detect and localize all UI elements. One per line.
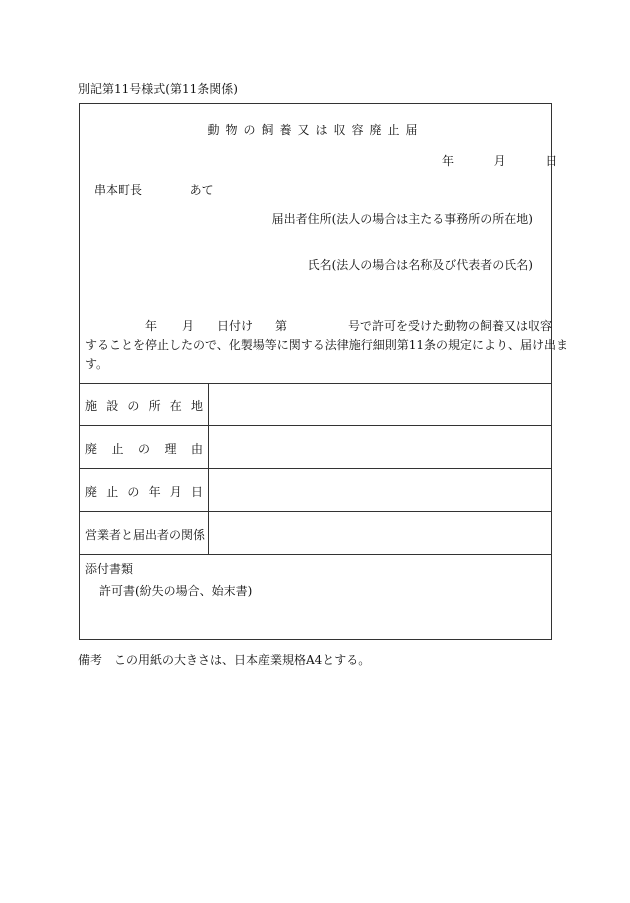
row-label-char: 施: [85, 399, 98, 413]
date-day: 日: [545, 154, 558, 168]
addressee-suffix: あて: [189, 183, 214, 197]
date-month: 月: [493, 154, 506, 168]
addressee-name: 串本町長: [94, 183, 143, 197]
date-row: [442, 152, 557, 169]
row-label-relationship: 営業者と届出者の関係: [85, 528, 206, 542]
row-label-abolition-date: [85, 483, 203, 500]
remarks-note: 備考 この用紙の大きさは、日本産業規格A4とする。: [78, 653, 371, 667]
row-label-char: 年: [148, 485, 161, 499]
body-line-2: することを停止したので、化製場等に関する法律施行細則第11条の規定により、届け出ま: [85, 338, 569, 352]
divider: [80, 468, 551, 469]
row-label-char: 日: [190, 485, 203, 499]
row-label-char: の: [127, 485, 140, 499]
row-label-char: の: [127, 399, 140, 413]
attachment-item: 許可書(紛失の場合、始末書): [99, 584, 253, 598]
attachments-title: 添付書類: [85, 562, 134, 576]
row-label-char: 理: [164, 442, 177, 456]
body-line1-tail: 号で許可を受けた動物の飼養又は収容: [348, 319, 553, 333]
divider: [80, 383, 551, 384]
row-label-facility-location: [85, 397, 203, 414]
date-year: 年: [442, 154, 455, 168]
row-label-char: 止: [111, 442, 124, 456]
row-label-char: 由: [190, 442, 203, 456]
form-number-label: 別記第11号様式(第11条関係): [78, 82, 238, 96]
row-label-char: 止: [106, 485, 119, 499]
row-label-char: 月: [169, 485, 182, 499]
body-month: 月: [182, 319, 195, 333]
body-line-3: す。: [85, 357, 109, 371]
row-label-char: 地: [190, 399, 203, 413]
row-label-char: 廃: [85, 442, 98, 456]
body-number-prefix: 第: [275, 319, 288, 333]
body-day-suffix: 日付け: [217, 319, 254, 333]
row-label-abolition-reason: [85, 440, 203, 457]
addressee: [94, 181, 214, 198]
row-label-char: 設: [106, 399, 119, 413]
divider: [80, 425, 551, 426]
applicant-address-label: 届出者住所(法人の場合は主たる事務所の所在地): [271, 212, 533, 226]
column-divider: [208, 383, 209, 554]
body-line-1: [94, 317, 554, 333]
row-label-char: 在: [169, 399, 182, 413]
divider: [80, 554, 551, 555]
body-year: 年: [145, 319, 158, 333]
row-label-char: の: [137, 442, 150, 456]
form-title: 動物の飼養又は収容廃止届: [207, 123, 424, 137]
applicant-name-label: 氏名(法人の場合は名称及び代表者の氏名): [307, 258, 533, 272]
row-label-char: 所: [148, 399, 161, 413]
notification-form: [79, 103, 569, 640]
divider: [80, 511, 551, 512]
row-label-char: 廃: [85, 485, 98, 499]
